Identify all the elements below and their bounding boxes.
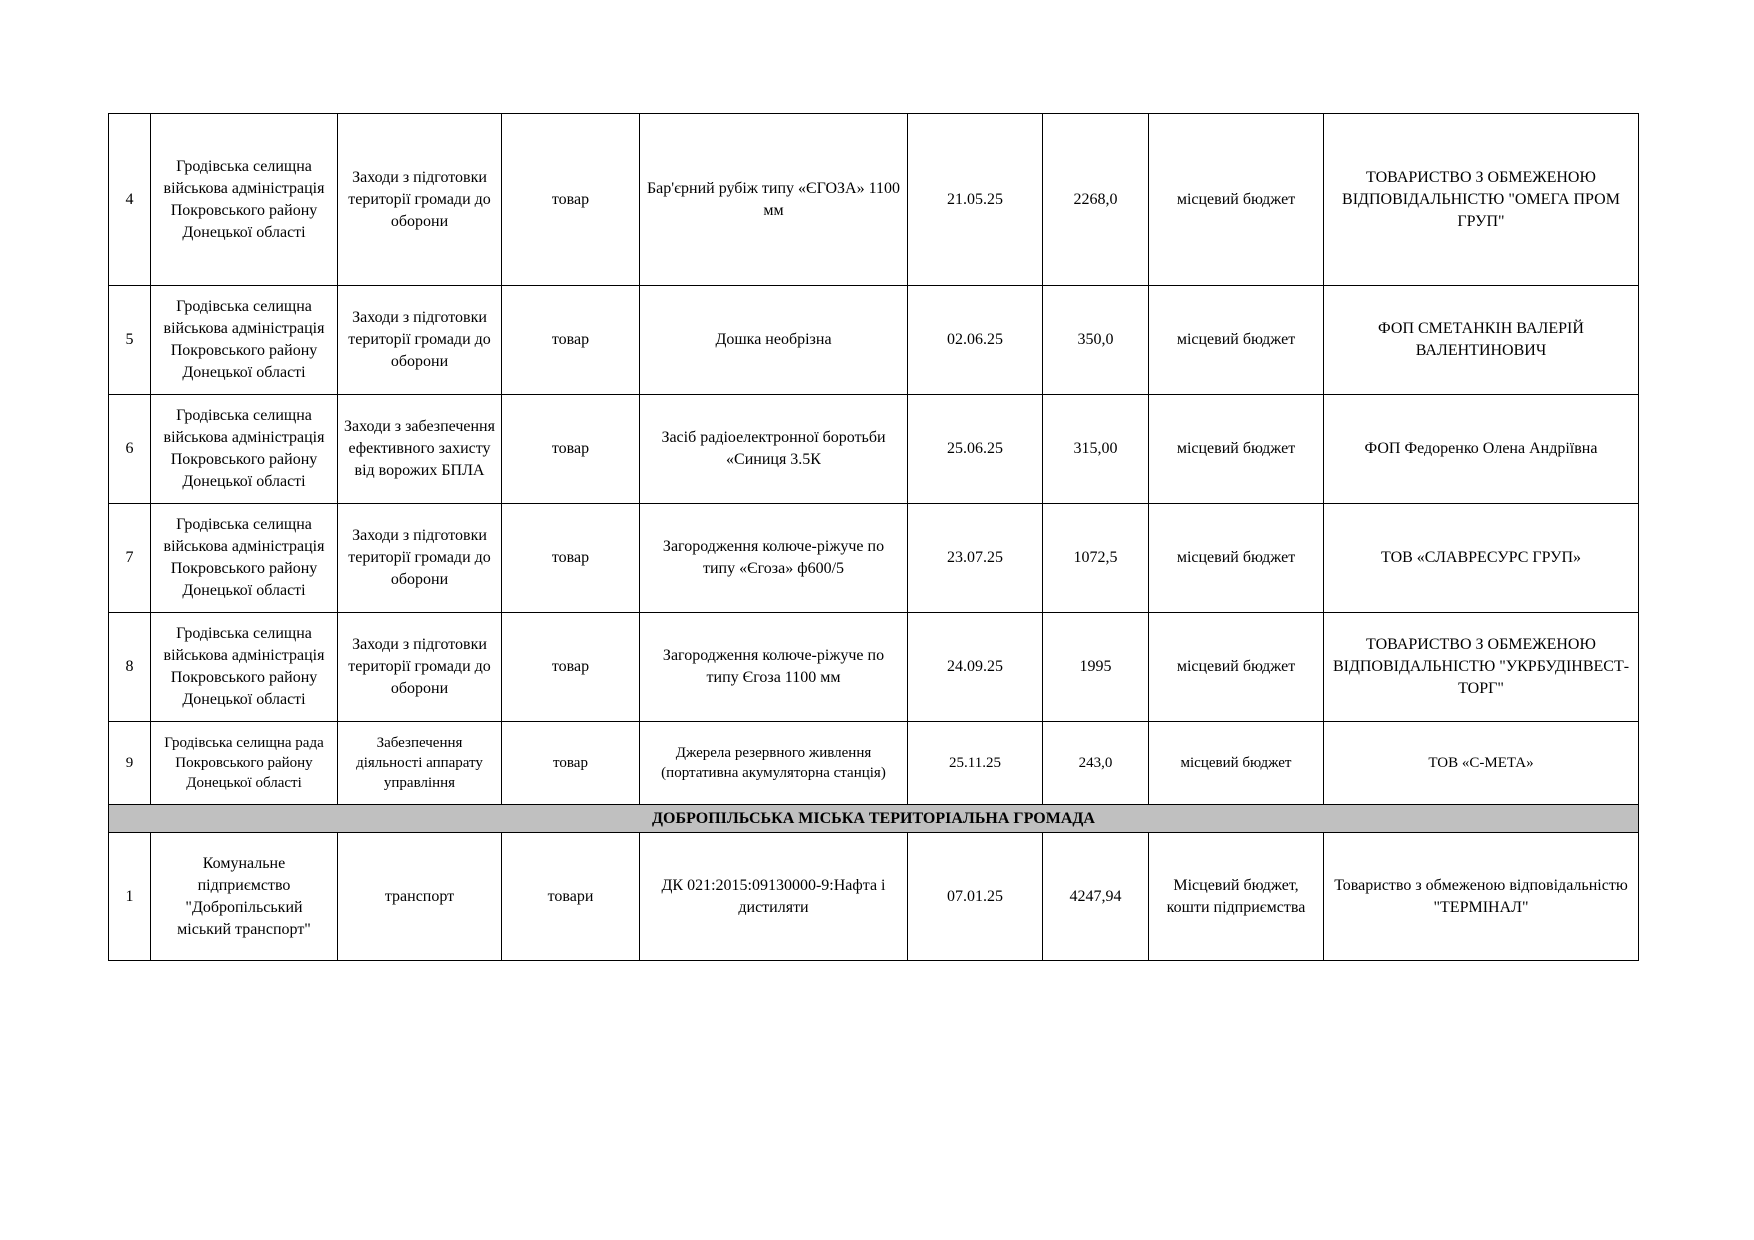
date-cell: 07.01.25 — [908, 833, 1043, 961]
table-row — [109, 613, 1639, 722]
date-cell: 02.06.25 — [908, 286, 1043, 395]
funding-source-cell: місцевий бюджет — [1149, 395, 1324, 504]
customer-cell: Гродівська селищна військова адміністрація Покровського району Донецької області — [151, 395, 338, 504]
amount-cell: 315,00 — [1043, 395, 1149, 504]
customer-cell: Гродівська селищна військова адміністрація Покровського району Донецької області — [151, 613, 338, 722]
customer-cell: Комунальне підприємство "Добропільський міський транспорт" — [151, 833, 338, 961]
amount-cell: 350,0 — [1043, 286, 1149, 395]
customer-cell: Гродівська селищна військова адміністрація Покровського району Донецької області — [151, 286, 338, 395]
funding-source-cell: місцевий бюджет — [1149, 504, 1324, 613]
program-cell: Забезпечення діяльності аппарату управління — [338, 722, 502, 805]
category-cell: товар — [502, 395, 640, 504]
subject-cell: ДК 021:2015:09130000-9:Нафта і дистиляти — [640, 833, 908, 961]
supplier-cell: ТОВ «С-МЕТА» — [1324, 722, 1639, 805]
category-cell: товар — [502, 114, 640, 286]
category-cell: товар — [502, 722, 640, 805]
procurement-table — [108, 113, 1639, 961]
supplier-cell: ТОВАРИСТВО З ОБМЕЖЕНОЮ ВІДПОВІДАЛЬНІСТЮ "ОМЕГА ПРОМ ГРУП" — [1324, 114, 1639, 286]
customer-cell: Гродівська селищна військова адміністрація Покровського району Донецької області — [151, 114, 338, 286]
program-cell: Заходи з підготовки території громади до оборони — [338, 286, 502, 395]
subject-cell: Загородження колюче-ріжуче по типу «Єгоза» ф600/5 — [640, 504, 908, 613]
customer-cell: Гродівська селищна військова адміністрація Покровського району Донецької області — [151, 504, 338, 613]
funding-source-cell: місцевий бюджет — [1149, 114, 1324, 286]
supplier-cell: ФОП СМЕТАНКІН ВАЛЕРІЙ ВАЛЕНТИНОВИЧ — [1324, 286, 1639, 395]
program-cell: транспорт — [338, 833, 502, 961]
table-row — [109, 395, 1639, 504]
table-row — [109, 722, 1639, 805]
program-cell: Заходи з підготовки території громади до оборони — [338, 114, 502, 286]
row-number: 8 — [109, 613, 151, 722]
row-number: 5 — [109, 286, 151, 395]
category-cell: товар — [502, 504, 640, 613]
table-row — [109, 833, 1639, 961]
table-row — [109, 114, 1639, 286]
subject-cell: Загородження колюче-ріжуче по типу Єгоза 1100 мм — [640, 613, 908, 722]
funding-source-cell: місцевий бюджет — [1149, 722, 1324, 805]
table-row — [109, 504, 1639, 613]
date-cell: 25.11.25 — [908, 722, 1043, 805]
amount-cell: 1072,5 — [1043, 504, 1149, 613]
subject-cell: Джерела резервного живлення (портативна акумуляторна станція) — [640, 722, 908, 805]
section-header-row — [109, 805, 1639, 833]
date-cell: 23.07.25 — [908, 504, 1043, 613]
row-number: 1 — [109, 833, 151, 961]
category-cell: товар — [502, 286, 640, 395]
supplier-cell: ТОВАРИСТВО З ОБМЕЖЕНОЮ ВІДПОВІДАЛЬНІСТЮ "УКРБУДІНВЕСТ-ТОРГ" — [1324, 613, 1639, 722]
subject-cell: Бар'єрний рубіж типу «ЄГОЗА» 1100 мм — [640, 114, 908, 286]
amount-cell: 4247,94 — [1043, 833, 1149, 961]
subject-cell: Дошка необрізна — [640, 286, 908, 395]
row-number: 9 — [109, 722, 151, 805]
date-cell: 24.09.25 — [908, 613, 1043, 722]
funding-source-cell: Місцевий бюджет, кошти підприємства — [1149, 833, 1324, 961]
date-cell: 21.05.25 — [908, 114, 1043, 286]
row-number: 7 — [109, 504, 151, 613]
supplier-cell: ФОП Федоренко Олена Андріївна — [1324, 395, 1639, 504]
amount-cell: 243,0 — [1043, 722, 1149, 805]
document-page — [108, 113, 1639, 961]
date-cell: 25.06.25 — [908, 395, 1043, 504]
category-cell: товари — [502, 833, 640, 961]
program-cell: Заходи з підготовки території громади до оборони — [338, 613, 502, 722]
amount-cell: 1995 — [1043, 613, 1149, 722]
amount-cell: 2268,0 — [1043, 114, 1149, 286]
row-number: 4 — [109, 114, 151, 286]
supplier-cell: Товариство з обмеженою відповідальністю "ТЕРМІНАЛ" — [1324, 833, 1639, 961]
program-cell: Заходи з забезпечення ефективного захисту від ворожих БПЛА — [338, 395, 502, 504]
section-title: ДОБРОПІЛЬСЬКА МІСЬКА ТЕРИТОРІАЛЬНА ГРОМАДА — [109, 805, 1639, 833]
customer-cell: Гродівська селищна рада Покровського району Донецької області — [151, 722, 338, 805]
program-cell: Заходи з підготовки території громади до оборони — [338, 504, 502, 613]
category-cell: товар — [502, 613, 640, 722]
table-row — [109, 286, 1639, 395]
funding-source-cell: місцевий бюджет — [1149, 613, 1324, 722]
row-number: 6 — [109, 395, 151, 504]
subject-cell: Засіб радіоелектронної боротьби «Синиця 3.5К — [640, 395, 908, 504]
supplier-cell: ТОВ «СЛАВРЕСУРС ГРУП» — [1324, 504, 1639, 613]
funding-source-cell: місцевий бюджет — [1149, 286, 1324, 395]
